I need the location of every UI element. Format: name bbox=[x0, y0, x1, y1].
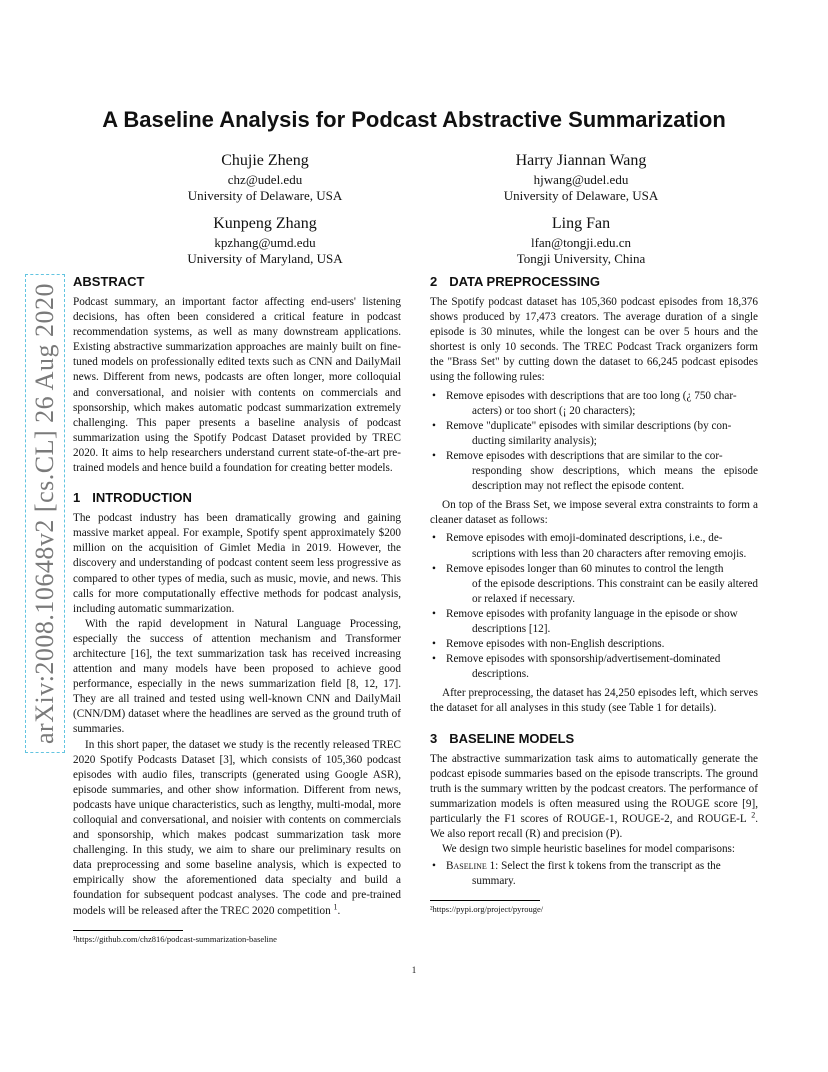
author-name: Ling Fan bbox=[551, 215, 611, 232]
footnote-marker: 2 bbox=[751, 810, 756, 820]
list-item bbox=[430, 531, 758, 561]
section-heading-introduction bbox=[73, 490, 401, 506]
author-email: hjwang@udel.edu bbox=[533, 172, 629, 187]
list-item-text: ducting similarity analysis); bbox=[472, 434, 597, 447]
baseline-label: Baseline 1: bbox=[446, 860, 499, 873]
abstract-heading: ABSTRACT bbox=[73, 274, 145, 289]
footnote-marker: 1 bbox=[333, 901, 338, 911]
author-affiliation: University of Delaware, USA bbox=[503, 188, 659, 203]
brass-set-rules-list bbox=[430, 389, 758, 495]
author-name: Harry Jiannan Wang bbox=[515, 152, 647, 169]
list-item-text: descriptions [12]. bbox=[472, 622, 551, 635]
list-item-text: Remove episodes with profanity language in the episode or show bbox=[446, 607, 738, 620]
section-title: INTRODUCTION bbox=[92, 490, 192, 506]
author-name: Chujie Zheng bbox=[221, 152, 309, 169]
list-item-text: Remove "duplicate" episodes with similar descriptions (by con- bbox=[446, 419, 732, 432]
baselines-list bbox=[430, 859, 758, 889]
arxiv-stamp-text: arXiv:2008.10648v2 [cs.CL] 26 Aug 2020 bbox=[30, 279, 60, 748]
data-paragraph-1: The Spotify podcast dataset has 105,360 podcast episodes from 18,376 shows produced by 17,473 creators. The average duration of a single episode is 30 minutes, while the longest can be over 5 hours and the shortest is only 10 seconds. The TREC Podcast Track organizers form the "Brass Set" by cutting down the dataset to 66,245 podcast episodes using the following rules: bbox=[430, 296, 758, 384]
list-item bbox=[430, 449, 758, 494]
author-block bbox=[115, 151, 415, 204]
right-column bbox=[430, 274, 758, 915]
list-item-text: Remove episodes longer than 60 minutes to control the length bbox=[446, 562, 724, 575]
section-heading-data-preprocessing bbox=[430, 274, 758, 290]
list-item-text: scriptions with less than 20 characters after removing emojis. bbox=[472, 547, 747, 560]
abstract-text: Podcast summary, an important factor affecting end-users' listening decisions, has often been considered a critical feature in podcast recommendation systems, as well as many downstream applications. Existing abstractive summarization approaches are mainly built on fine-tuned models on professionally edited texts such as CNN and DailyMail news. Different from news, podcasts are often longer, more colloquial and conversational, and noisier with contents on commercials and sponsorship, which makes automatic podcast summarization extremely challenging. This paper presents a baseline analysis of podcast summarization using the Spotify Podcast Dataset provided by TREC 2020. It aims to help researchers understand current state-of-the-art pre-trained models and hence build a foundation for creating better models. bbox=[73, 296, 401, 475]
list-item-text: summary. bbox=[472, 875, 516, 888]
extra-constraints-list bbox=[430, 531, 758, 682]
footnote-rule bbox=[430, 900, 540, 901]
list-item bbox=[430, 562, 758, 607]
list-item-text: responding show descriptions, which means the episode description may not reflect the episode content. bbox=[472, 465, 758, 493]
author-email: kpzhang@umd.edu bbox=[214, 235, 316, 250]
list-item-text: Remove episodes with non-English descriptions. bbox=[446, 638, 665, 651]
author-block bbox=[431, 214, 731, 267]
list-item-text: Remove episodes with descriptions that are similar to the cor- bbox=[446, 449, 723, 462]
section-title: BASELINE MODELS bbox=[449, 730, 575, 746]
list-item bbox=[430, 607, 758, 637]
author-name: Kunpeng Zhang bbox=[213, 215, 317, 232]
page-number: 1 bbox=[411, 965, 417, 975]
baselines-paragraph-1 bbox=[430, 752, 758, 843]
list-item-text: Select the first k tokens from the transcript as the bbox=[501, 860, 721, 873]
list-item bbox=[430, 419, 758, 449]
arxiv-stamp bbox=[10, 248, 59, 748]
section-title: DATA PREPROCESSING bbox=[449, 274, 600, 289]
paper-title: A Baseline Analysis for Podcast Abstractive Summarization bbox=[102, 107, 726, 132]
baselines-paragraph-1-text: The abstractive summarization task aims to automatically generate the podcast episode summaries based on the episode transcripts. The ground truth is the summary written by the podcast creators. The performance of summarization models is often measured using the ROUGE score [9], particularly the F1 scores of ROUGE-1, ROUGE-2, and ROUGE-L bbox=[430, 752, 758, 825]
author-email: chz@udel.edu bbox=[227, 172, 303, 187]
author-affiliation: University of Maryland, USA bbox=[187, 251, 343, 266]
section-number: 2 bbox=[430, 274, 438, 289]
baselines-paragraph-2: We design two simple heuristic baselines for model comparisons: bbox=[442, 843, 736, 856]
list-item-text: of the episode descriptions. This constraint can be easily altered or relaxed if necessary. bbox=[472, 577, 758, 605]
list-item bbox=[430, 389, 758, 419]
author-block bbox=[431, 151, 731, 204]
author-affiliation: University of Delaware, USA bbox=[187, 188, 343, 203]
intro-paragraph-3-text: In this short paper, the dataset we study is the recently released TREC 2020 Spotify Podcasts Dataset [3], which consists of 105,360 podcast episodes with audio files, transcripts (generated using Google ASR), episode summaries, and other show information. Different from news, podcasts have unique characteristics, such as lengthy, multi-modal, more colloquial and conversational, and noisier with contents on commercials and sponsorship, which makes podcast summarization task more challenging. In this study, we aim to share our preliminary results on data preprocessing and some baseline analysis, which is expected to empirically show the aforementioned data specialty and build a foundation for subsequent podcast analyses. The code and pre-trained models will be released after the TREC 2020 competition bbox=[73, 738, 401, 917]
author-block bbox=[115, 214, 415, 267]
author-email: lfan@tongji.edu.cn bbox=[530, 235, 632, 250]
section-number: 3 bbox=[430, 730, 438, 746]
baselines-paragraph-1-end: . We also report recall (R) and precision (P). bbox=[430, 812, 758, 840]
intro-paragraph-2: With the rapid development in Natural Language Processing, especially the success of attention mechanism and Transformer architecture [16], the text summarization task has received increasing attention and many models have been proposed to achieve good performance, especially in the news summarization field [8, 12, 17]. They are all trained and tested using well-known CNN and DailyMail (CNN/DM) dataset where the headlines are served as the ground truth of summaries. bbox=[73, 617, 401, 736]
list-item-text: Remove episodes with emoji-dominated descriptions, i.e., de- bbox=[446, 532, 723, 545]
intro-paragraph-3: In this short paper, the dataset we study is the recently released TREC 2020 Spotify Podcasts Dataset [3], which consists of 105,360 podcast episodes with audio files, transcripts (generated using Google ASR), episode summaries, and other show information. Different from news, podcasts have unique characteristics, such as lengthy, multi-modal, more colloquial and conversational, and noisier with contents on commercials and sponsorship, which makes podcast summarization task more challenging. In this study, we aim to share our preliminary results on data preprocessing and some baseline analysis, which is expected to empirically show the aforementioned data specialty and build a foundation for subsequent podcast analyses. The code and pre-trained models will be released after the TREC 2020 competition $^1$. bbox=[73, 738, 401, 917]
list-item-text: Remove episodes with descriptions that are too long (¿ 750 char- bbox=[446, 389, 737, 402]
footnote-1: ¹https://github.com/chz816/podcast-summarization-baseline bbox=[73, 933, 277, 944]
list-item bbox=[430, 859, 758, 889]
footnote-rule bbox=[73, 930, 183, 931]
list-item bbox=[430, 637, 758, 652]
data-paragraph-3: After preprocessing, the dataset has 24,250 episodes left, which serves the dataset for all analyses in this study (see Table 1 for details). bbox=[430, 687, 758, 715]
data-paragraph-2: On top of the Brass Set, we impose several extra constraints to form a cleaner dataset as follows: bbox=[430, 499, 758, 527]
footnote-2: ²https://pypi.org/project/pyrouge/ bbox=[430, 904, 544, 915]
section-number: 1 bbox=[73, 490, 81, 506]
left-column bbox=[73, 274, 401, 945]
list-item-text: Remove episodes with sponsorship/advertisement-dominated bbox=[446, 653, 721, 666]
list-item-text: descriptions. bbox=[472, 668, 529, 681]
author-affiliation: Tongji University, China bbox=[516, 251, 646, 266]
section-heading-baseline-models bbox=[430, 731, 758, 747]
intro-paragraph-1: The podcast industry has been dramatically growing and gaining massive market appeal. For example, Spotify spent approximately $200 million on the acquisition of Gimlet Media in 2019. However, the discovery and understanding of podcast content seem less progressive as compared to other types of media, such as music, movie, and news. This calls for more computationally effective methods for podcast analysis, including automatic summarization. bbox=[73, 512, 401, 615]
list-item bbox=[430, 652, 758, 682]
list-item-text: acters) or too short (¡ 20 characters); bbox=[472, 404, 636, 417]
